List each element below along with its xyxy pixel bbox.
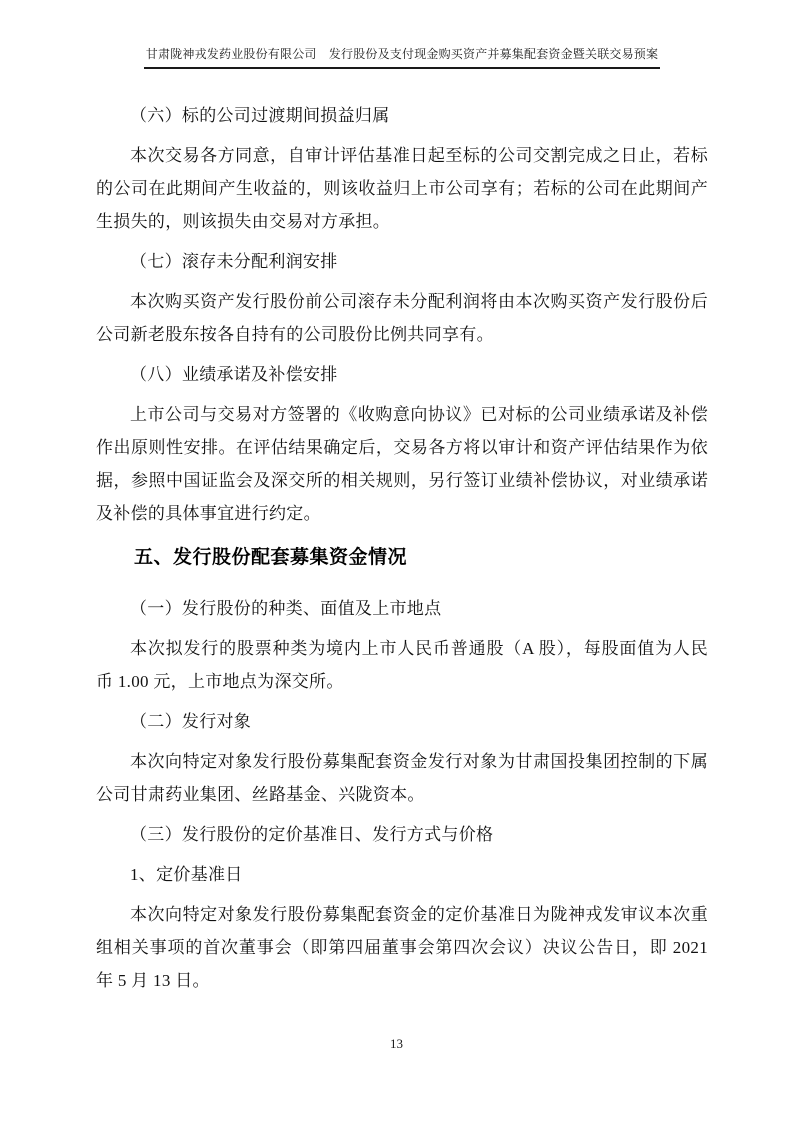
page-header bbox=[96, 45, 708, 69]
paragraph: 本次交易各方同意，自审计评估基准日起至标的公司交割完成之日止，若标的公司在此期间产生收益的，则该收益归上市公司享有；若标的公司在此期间产生损失的，则该损失由交易对方承担。 bbox=[96, 146, 708, 231]
section-heading: 五、发行股份配套募集资金情况 bbox=[134, 547, 408, 568]
page-number: 13 bbox=[390, 1036, 403, 1051]
page-header-title: 甘肃陇神戎发药业股份有限公司 发行股份及支付现金购买资产并募集配套资金暨关联交易预案 bbox=[144, 45, 660, 69]
paragraph: 本次拟发行的股票种类为境内上市人民币普通股（A 股），每股面值为人民币 1.00 元，上市地点为深交所。 bbox=[96, 639, 708, 691]
section-subheading: （三）发行股份的定价基准日、发行方式与价格 bbox=[130, 825, 494, 844]
section-subheading: （六）标的公司过渡期间损益归属 bbox=[130, 106, 390, 125]
paragraph: 本次向特定对象发行股份募集配套资金发行对象为甘肃国投集团控制的下属公司甘肃药业集团、丝路基金、兴陇资本。 bbox=[96, 752, 708, 804]
section-subheading: （七）滚存未分配利润安排 bbox=[130, 252, 338, 271]
paragraph: 本次向特定对象发行股份募集配套资金的定价基准日为陇神戎发审议本次重组相关事项的首次董事会（即第四届董事会第四次会议）决议公告日，即 2021 年 5 月 13 日。 bbox=[96, 905, 708, 990]
section-subheading: （八）业绩承诺及补偿安排 bbox=[130, 365, 338, 384]
section-subheading: （一）发行股份的种类、面值及上市地点 bbox=[130, 599, 442, 618]
paragraph: 上市公司与交易对方签署的《收购意向协议》已对标的公司业绩承诺及补偿作出原则性安排。在评估结果确定后，交易各方将以审计和资产评估结果作为依据，参照中国证监会及深交所的相关规则，另行签订业绩补偿协议，对业绩承诺及补偿的具体事宜进行约定。 bbox=[96, 405, 708, 523]
numbered-subheading: 1、定价基准日 bbox=[130, 865, 243, 884]
section-subheading: （二）发行对象 bbox=[130, 712, 252, 731]
paragraph: 本次购买资产发行股份前公司滚存未分配利润将由本次购买资产发行股份后公司新老股东按各自持有的公司股份比例共同享有。 bbox=[96, 292, 708, 344]
